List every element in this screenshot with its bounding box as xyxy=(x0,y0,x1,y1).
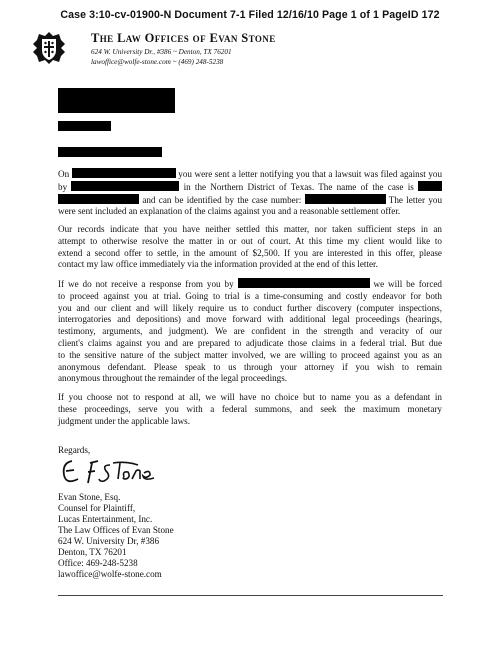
handwritten-signature xyxy=(58,455,178,489)
coat-of-arms-icon xyxy=(31,30,67,66)
redacted-recipient-address xyxy=(58,147,162,157)
redacted-recipient-name xyxy=(58,88,175,113)
footer-rule xyxy=(58,595,443,596)
signer-title: Counsel for Plaintiff, xyxy=(58,503,136,513)
redacted-recipient-line xyxy=(58,121,111,131)
redacted-case-name-cont xyxy=(58,194,139,204)
signer-city: Denton, TX 76201 xyxy=(58,547,127,557)
signer-name: Evan Stone, Esq. xyxy=(58,492,121,502)
paragraph-notice: On you were sent a letter notifying you that a lawsuit was filed against you by in the Northern District of Texas. The name of the case is and can be identified by the case number: The letter you were sent included an explanation of the claims against you and a reasonable settlement offer. xyxy=(58,169,443,217)
closing-regards: Regards, xyxy=(58,445,91,455)
paragraph-trial-warning: If we do not receive a response from you by we will be forced to proceed against you at trial. Going to trial is a time-consuming and costly endeavor for both you and our client and will likely require us to conduct further discovery (computer inspections, interrogatories and depositions) and move forward with additional legal proceedings (hearings, testimony, arguments, and judgment). We are confident in the strength and veracity of our client's claims against you and are prepared to adjudicate those claims in a federal trial. But due to the sensitive nature of the subject matter involved, we are willing to proceed against you as an anonymous defendant. Please speak to us through your attorney if you wish to remain anonymous throughout the remainder of the legal proceedings. xyxy=(58,279,442,384)
redacted-plaintiff xyxy=(71,181,179,191)
paragraph-consequences: If you choose not to respond at all, we will have no choice but to name you as a defendant in these proceedings, serve you with a federal summons, and seek the maximum monetary judgment under the applicable laws. xyxy=(58,392,442,426)
signer-street: 624 W. University Dr, #386 xyxy=(58,536,160,546)
signer-email: lawoffice@wolfe-stone.com xyxy=(58,569,162,579)
redacted-case-number xyxy=(305,194,386,204)
paragraph-second-offer: Our records indicate that you have neither settled this matter, nor taken sufficient steps in an attempt to otherwise resolve the matter in or out of court. At this time my client would like to extend a second offer to settle, in the amount of $2,500. If you are interested in this offer, please contact my law office immediately via the information provided at the end of this letter. xyxy=(58,224,442,270)
firm-contact: lawoffice@wolfe-stone.com ~ (469) 248-5238 xyxy=(91,58,224,66)
redacted-case-name xyxy=(418,181,442,191)
signer-office-phone: Office: 469-248-5238 xyxy=(58,558,138,568)
redacted-date xyxy=(72,168,176,178)
redacted-deadline xyxy=(238,278,370,288)
firm-name: The Law Offices of Evan Stone xyxy=(91,31,276,45)
signer-client: Lucas Entertainment, Inc. xyxy=(58,514,153,524)
firm-address: 624 W. University Dr., #386 ~ Denton, TX 76201 xyxy=(91,48,232,56)
case-header: Case 3:10-cv-01900-N Document 7-1 Filed 12/16/10 Page 1 of 1 PageID 172 xyxy=(60,9,440,21)
signer-firm: The Law Offices of Evan Stone xyxy=(58,525,174,535)
